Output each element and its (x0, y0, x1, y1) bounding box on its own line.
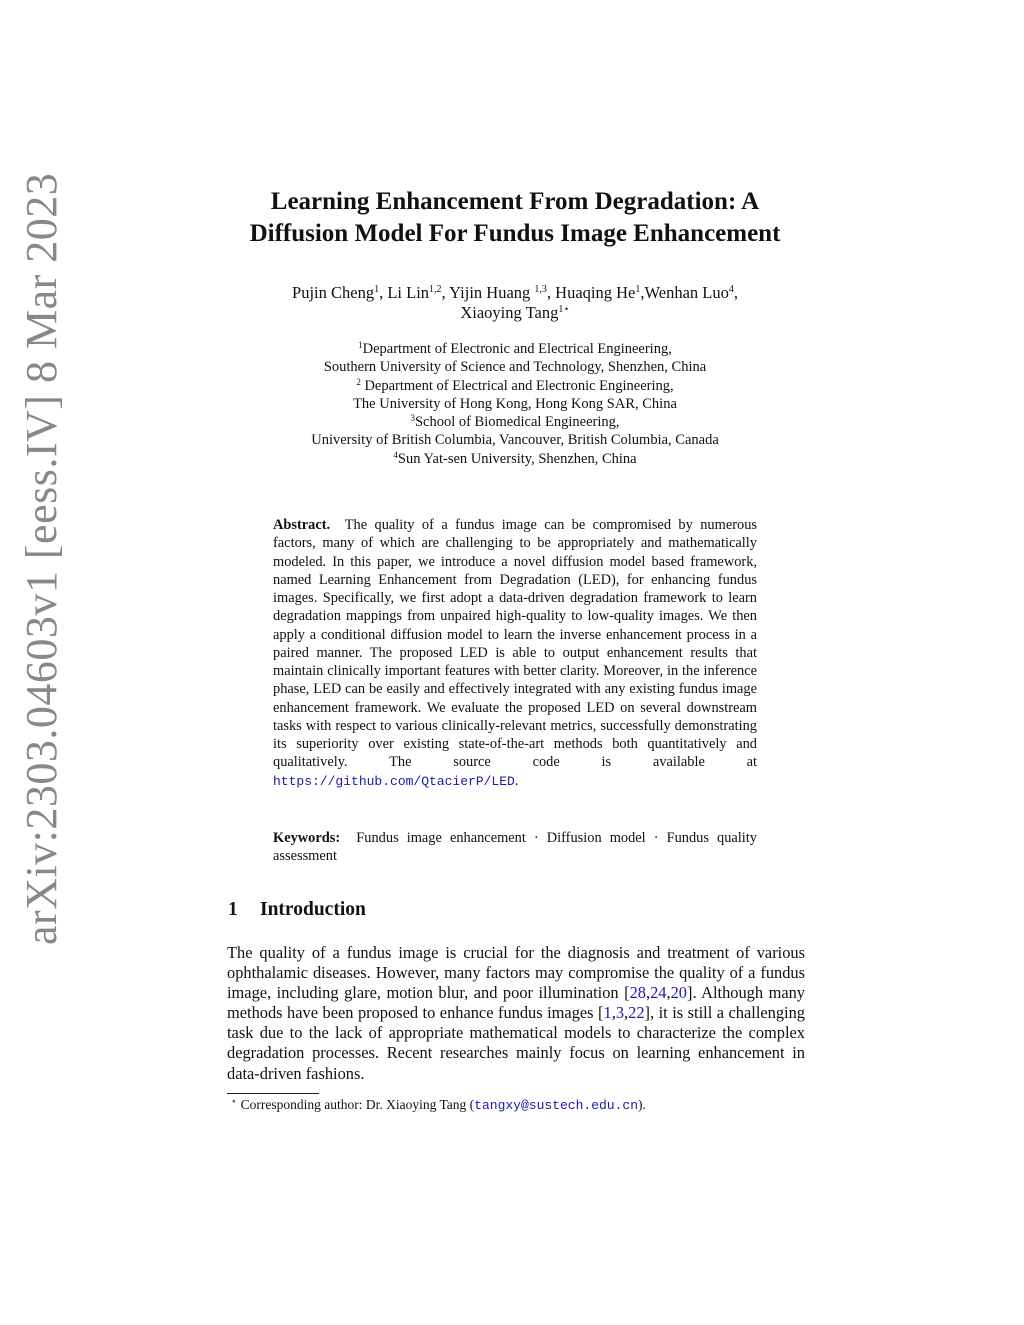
corresponding-email-link[interactable]: tangxy@sustech.edu.cn (474, 1098, 638, 1113)
affiliation-line (240, 340, 790, 358)
footnote-marker: ⋆ (231, 1096, 237, 1106)
affiliation-sup: 2 (356, 376, 361, 387)
citation-link[interactable]: 22 (628, 1003, 645, 1023)
section-title: Introduction (260, 899, 366, 920)
title-line-2: Diffusion Model For Fundus Image Enhancement (249, 220, 781, 247)
affiliation-sup: 3 (410, 413, 415, 424)
affiliation-line (240, 413, 790, 431)
affiliation-line (240, 358, 790, 376)
abstract-text: The quality of a fundus image can be compromised by numerous factors, many of which are challenging to be appropriately and mathematically modeled. In this paper, we introduce a novel diffusion model based framework, named Learning Enhancement from Degradation (LED), for enhancing fundus images. Specifically, we first adopt a data-driven degradation framework to learn degradation mappings from unpaired high-quality to low-quality images. We then apply a conditional diffusion model to learn the inverse enhancement process in a paired manner. The proposed LED is able to output enhancement results that maintain clinically important features with better clarity. Moreover, in the inference phase, LED can be easily and effectively integrated with any existing fundus image enhancement framework. We evaluate the proposed LED on several downstream tasks with respect to various clinically-relevant metrics, successfully demonstrating its superiority over existing state-of-the-art methods both quantitatively and qualitatively. The source code is available at (273, 517, 757, 771)
affiliation-text: Sun Yat-sen University, Shenzhen, China (397, 450, 637, 467)
abstract (273, 516, 757, 791)
citation-link[interactable]: 20 (670, 983, 687, 1003)
author-name: Pujin Cheng (292, 283, 375, 302)
author-name: Li Lin (387, 283, 430, 302)
intro-text: The quality of a fundus image is crucial for the diagnosis and treatment of various ophthalamic diseases. However, many factors may compromise the quality of a fundus image, including glare, motion blur, and poor illumination [ (227, 943, 805, 1003)
affiliation-text: School of Biomedical Engineering, (414, 414, 620, 431)
author-list: Pujin Cheng$^1$, Li Lin$^{1,2}$, Yijin Huang $^{1,3}$, Huaqing He$^1$,Wenhan Luo$^4$, Xiaoying Tang$^{1⋆}$ (292, 283, 738, 322)
source-code-link[interactable]: https://github.com/QtacierP/LED (273, 773, 515, 789)
arxiv-side-stamp: arXiv:2303.04603v1 [eess.IV] 8 Mar 2023 (17, 172, 66, 945)
affiliation-text: University of British Columbia, Vancouver, British Columbia, Canada (311, 432, 719, 449)
affiliation-line (240, 450, 790, 468)
author-name: Yijin Huang (449, 283, 531, 302)
affiliation-text: Department of Electrical and Electronic Engineering, (360, 377, 674, 394)
intro-text: ]. Although many methods have been proposed to enhance fundus images [ (227, 983, 805, 1023)
affiliations (240, 340, 790, 468)
citation-link[interactable]: 24 (650, 983, 667, 1003)
affiliation-line (240, 377, 790, 395)
author-name: Xiaoying Tang (460, 303, 559, 322)
affiliation-text: Southern University of Science and Technology, Shenzhen, China (323, 359, 707, 376)
footnote-divider (227, 1093, 319, 1094)
section-heading-introduction (228, 899, 366, 921)
author-affil-sup: 4 (728, 284, 734, 295)
affiliation-text: Department of Electronic and Electrical Engineering, (362, 341, 672, 357)
author-affil-sup: 1 (374, 284, 380, 295)
affiliation-text: The University of Hong Kong, Hong Kong SAR, China (353, 395, 677, 412)
author-name: Huaqing He (555, 283, 636, 302)
introduction-paragraph: The quality of a fundus image is crucial for the diagnosis and treatment of various ophthalamic diseases. However, many factors may compromise the quality of a fundus image, including glare, motion blur, and poor illumination [28,24,20]. Although many methods have been proposed to enhance fundus images [1,3,22], it is still a challenging task due to the lack of appropriate mathematical models to characterize the complex degradation processes. Recent researches mainly focus on learning enhancement in data-driven fashions. (227, 943, 805, 1083)
affiliation-sup: 4 (393, 449, 398, 460)
author-affil-sup: 1 (635, 284, 641, 295)
citation-link[interactable]: 3 (615, 1003, 625, 1023)
section-number: 1 (228, 899, 238, 920)
abstract-label: Abstract. (273, 517, 331, 533)
author-name: Wenhan Luo (644, 283, 729, 302)
keywords (273, 829, 757, 866)
citation-link[interactable]: 28 (629, 983, 646, 1003)
keywords-text: Fundus image enhancement · Diffusion model · Fundus quality assessment (273, 830, 757, 865)
intro-text: ], it is still a challenging task due to the lack of appropriate mathematical models to characterize the complex degradation processes. Recent researches mainly focus on learning enhancement in data-driven fashions. (227, 1003, 805, 1083)
affiliation-sup: 1 (358, 340, 363, 350)
affiliation-line (240, 431, 790, 449)
abstract-end: . (514, 772, 519, 789)
keywords-label: Keywords: (273, 830, 341, 846)
footnote-end: ). (638, 1097, 646, 1112)
footnote-text: Corresponding author: Dr. Xiaoying Tang ( (240, 1097, 475, 1112)
footnote (227, 1096, 805, 1114)
author-affil-sup: 1,3 (534, 284, 547, 295)
paper-title (200, 186, 830, 250)
affiliation-line (240, 395, 790, 413)
author-affil-sup: 1⋆ (558, 304, 570, 315)
author-affil-sup: 1,2 (429, 284, 442, 295)
title-line-1: Learning Enhancement From Degradation: A (270, 188, 760, 215)
citation-link[interactable]: 1 (603, 1003, 612, 1023)
